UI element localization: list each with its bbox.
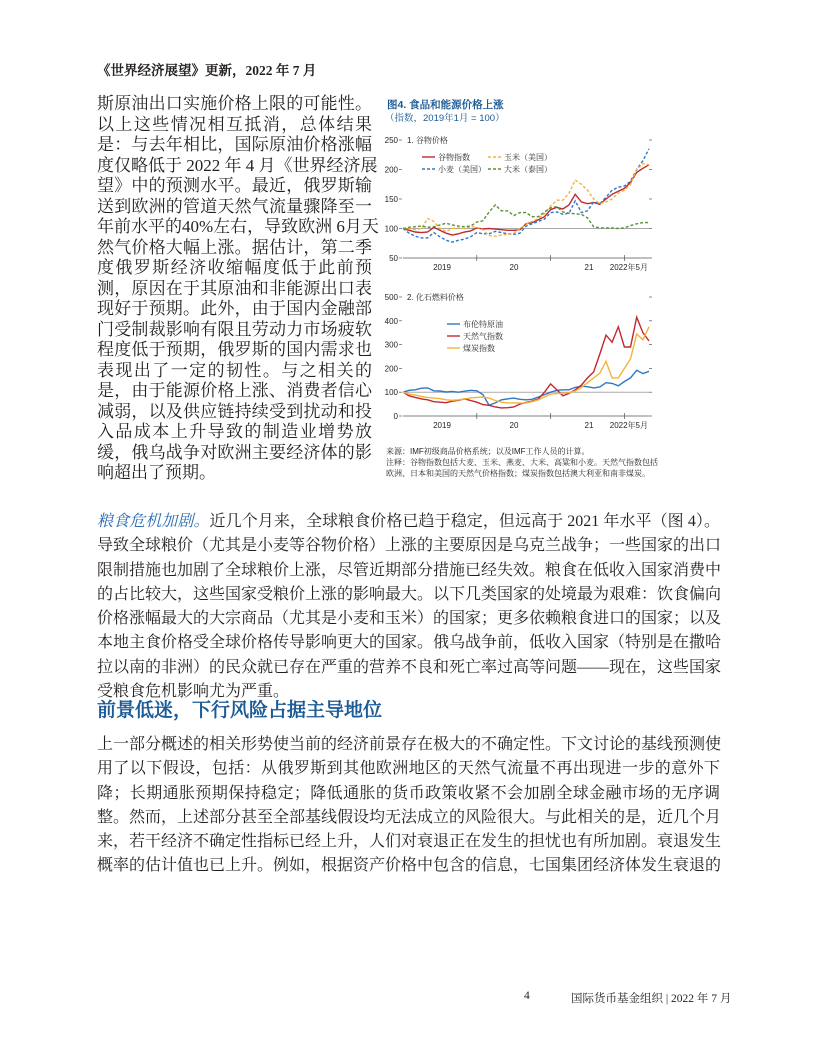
paragraph-line: 以上这些情况相互抵消，总体结果 <box>97 114 372 134</box>
y-tick-label: 200 <box>384 165 398 175</box>
paragraph-line: 受粮食危机影响尤为严重。 <box>97 683 290 701</box>
paragraph-line: 程度低于预期，俄罗斯的国内需求也 <box>97 340 372 359</box>
panel-title: 1. 谷物价格 <box>407 136 448 145</box>
paragraph-lead-in: 粮食危机加剧。 <box>97 513 210 530</box>
x-tick-label: 21 <box>584 421 594 430</box>
paragraph-line <box>97 510 720 534</box>
legend-label: 小麦（美国） <box>438 165 486 174</box>
paragraph-line: 年前水平的40%左右，导致欧洲 6月天 <box>97 217 379 236</box>
paragraph-line: 然气价格大幅上涨。据估计，第二季 <box>97 237 372 257</box>
y-tick-label: 250 <box>384 136 398 145</box>
y-tick-label: 100 <box>384 224 398 234</box>
panel-cereal-prices <box>385 135 652 272</box>
y-tick-label: 200 <box>384 364 398 374</box>
paragraph-line: 响超出了预期。 <box>97 463 216 482</box>
footer-text: 国际货币基金组织 | 2022 年 7 月 <box>571 993 732 1005</box>
paragraph-line: 门受制裁影响有限且劳动力市场疲软 <box>97 319 372 339</box>
paragraph-line: 来，若干经济不确定性指标已经上升，人们对衰退正在发生的担忧也有所加剧。衰退发生 <box>97 833 722 851</box>
y-tick-label: 100 <box>384 388 398 398</box>
paragraph-line: 测，原因在于其原油和非能源出口表 <box>97 278 372 298</box>
paragraph-line: 现好于预期。此外，由于国内金融部 <box>97 299 372 318</box>
paragraph-line: 送到欧洲的管道天然气流量骤降至一 <box>97 196 372 216</box>
paragraph-line: 价格涨幅最大的大宗商品（尤其是小麦和玉米）的国家；更多依赖粮食进口的国家；以及 <box>97 610 722 628</box>
legend-label: 布伦特原油 <box>463 320 503 329</box>
legend-label: 谷物指数 <box>438 153 470 162</box>
paragraph-line: 概率的估计值也已上升。例如，根据资产价格中包含的信息，七国集团经济体发生衰退的 <box>97 857 722 875</box>
paragraph-line: 是：与去年相比，国际原油价格涨幅 <box>97 135 372 154</box>
series-line-1 <box>403 317 649 408</box>
paragraph-line: 是，由于能源价格上涨、消费者信心 <box>97 381 372 400</box>
y-tick-label: 500 <box>384 293 398 302</box>
panel-title: 2. 化石燃料价格 <box>407 293 464 302</box>
paragraph-line: 入品成本上升导致的制造业增势放 <box>97 422 372 441</box>
figure-title: 图4. 食品和能源价格上涨 <box>387 99 504 111</box>
legend-label: 玉米（美国） <box>504 153 552 162</box>
y-tick-label: 150 <box>384 195 398 204</box>
paragraph-line: 斯原油出口实施价格上限的可能性。 <box>97 94 372 113</box>
figure-source: 来源：IMF初级商品价格系统；以及IMF工作人员的计算。 <box>386 447 590 456</box>
paragraph-line: 望》中的预测水平。最近，俄罗斯输 <box>97 176 372 195</box>
series-line-0 <box>403 370 649 405</box>
running-header: 《世界经济展望》更新，2022 年 7 月 <box>97 63 317 78</box>
panel-fossil-fuel-prices <box>385 292 652 430</box>
paragraph-line: 缓，俄乌战争对欧洲主要经济体的影 <box>97 442 372 462</box>
x-tick-label: 2019 <box>433 263 451 272</box>
x-tick-label: 2019 <box>433 421 451 430</box>
x-tick-label: 21 <box>584 263 594 272</box>
legend-label: 天然气指数 <box>463 332 503 341</box>
y-tick-label: 50 <box>389 254 398 263</box>
figure-note-2: 欧洲、日本和美国的天然气价格指数；煤炭指数包括澳大利亚和南非煤炭。 <box>386 469 650 478</box>
food-crisis-paragraph <box>97 510 720 704</box>
paragraph-line: 导致全球粮价（尤其是小麦等谷物价格）上涨的主要原因是乌克兰战争；一些国家的出口 <box>97 537 722 555</box>
x-tick-label: 2022年5月 <box>609 263 648 272</box>
paragraph-line: 度俄罗斯经济收缩幅度低于此前预 <box>97 258 372 277</box>
outlook-paragraph <box>97 733 720 879</box>
paragraph-line: 减弱，以及供应链持续受到扰动和投 <box>97 401 372 421</box>
paragraph-line: 表现出了一定的韧性。与之相关的 <box>97 360 372 380</box>
x-tick-label: 20 <box>509 421 519 430</box>
page-number: 4 <box>524 990 530 1002</box>
paragraph-line: 本地主食价格受全球价格传导影响更大的国家。俄乌战争前，低收入国家（特别是在撒哈 <box>97 634 722 652</box>
paragraph-line: 用了以下假设，包括：从俄罗斯到其他欧洲地区的天然气流量不再出现进一步的意外下 <box>97 760 720 778</box>
x-tick-label: 2022年5月 <box>609 421 648 430</box>
paragraph-line: 度仅略低于 2022 年 4 月《世界经济展 <box>97 155 378 175</box>
series-line-3 <box>403 205 649 229</box>
y-tick-label: 0 <box>393 412 398 421</box>
paragraph-line: 降；长期通胀预期保持稳定；降低通胀的货币政策收紧不会加剧全球金融市场的无序调 <box>97 784 720 802</box>
section-heading: 前景低迷，下行风险占据主导地位 <box>97 700 383 721</box>
y-tick-label: 300 <box>384 340 398 350</box>
paragraph-line: 的占比较大，这些国家受粮价上涨的影响最大。以下几类国家的处境最为艰难：饮食偏向 <box>97 585 722 603</box>
legend-label: 大米（泰国） <box>504 165 552 174</box>
legend-label: 煤炭指数 <box>463 344 495 353</box>
y-tick-label: 400 <box>384 316 398 326</box>
x-tick-label: 20 <box>509 263 519 272</box>
paragraph-line: 限制措施也加剧了全球粮价上涨，尽管近期部分措施已经失效。粮食在低收入国家消费中 <box>97 561 722 579</box>
paragraph-line: 拉以南的非洲）的民众就已存在严重的营养不良和死亡率过高等问题——现在，这些国家 <box>97 658 722 676</box>
paragraph-line: 整。然而，上述部分甚至全部基线假设均无法成立的风险很大。与此相关的是，近几个月 <box>97 808 722 826</box>
figure-subtitle: （指数，2019年1月 = 100） <box>385 113 505 124</box>
paragraph-text: 近几个月来，全球粮食价格已趋于稳定，但远高于 2021 年水平（图 4）。 <box>209 513 720 530</box>
paragraph-line: 上一部分概述的相关形势使当前的经济前景存在极大的不确定性。下文讨论的基线预测使 <box>97 736 722 753</box>
figure-note-1: 注释：谷物指数包括大麦、玉米、燕麦、大米、高粱和小麦。天然气指数包括 <box>386 458 658 467</box>
